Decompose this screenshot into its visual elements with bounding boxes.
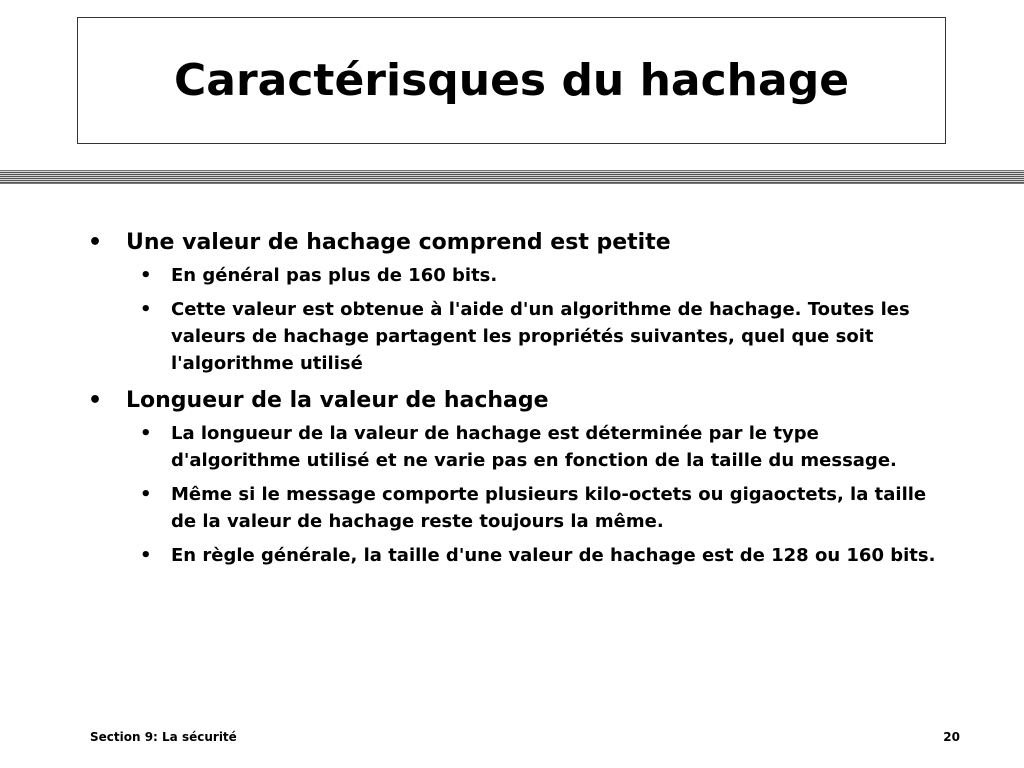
sub-bullet-item xyxy=(126,542,948,569)
sub-bullet-text: Cette valeur est obtenue à l'aide d'un algorithme de hachage. Toutes les valeurs de hachage partagent les propriétés suivantes, quel que soit l'algorithme utilisé xyxy=(171,299,910,374)
sub-bullet-list xyxy=(126,262,948,377)
sub-bullet-marker: • xyxy=(140,423,152,444)
bullet-list xyxy=(88,226,948,569)
title-box xyxy=(77,17,946,144)
divider-bar xyxy=(0,170,1024,184)
sub-bullet-text: Même si le message comporte plusieurs kilo-octets ou gigaoctets, la taille de la valeur de hachage reste toujours la même. xyxy=(171,484,927,532)
bullet-item-1 xyxy=(88,226,948,377)
slide-title: Caractérisques du hachage xyxy=(173,55,850,106)
sub-bullet-list xyxy=(126,420,948,569)
sub-bullet-item xyxy=(126,262,948,289)
sub-bullet-text: En général pas plus de 160 bits. xyxy=(171,265,498,286)
sub-bullet-marker: • xyxy=(140,545,152,566)
footer-page-number: 20 xyxy=(943,730,960,744)
sub-bullet-marker: • xyxy=(140,265,152,286)
bullet-marker: • xyxy=(88,388,103,413)
bullet-marker: • xyxy=(88,230,103,255)
bullet-text: Longueur de la valeur de hachage xyxy=(126,388,549,413)
bullet-item-2 xyxy=(88,384,948,569)
sub-bullet-marker: • xyxy=(140,299,152,320)
sub-bullet-text: En règle générale, la taille d'une valeur de hachage est de 128 ou 160 bits. xyxy=(171,545,936,566)
footer-section-label: Section 9: La sécurité xyxy=(90,730,237,744)
sub-bullet-item xyxy=(126,481,948,535)
sub-bullet-item xyxy=(126,296,948,377)
sub-bullet-item xyxy=(126,420,948,474)
slide-content xyxy=(88,226,948,576)
sub-bullet-marker: • xyxy=(140,484,152,505)
bullet-text: Une valeur de hachage comprend est petite xyxy=(126,230,671,255)
sub-bullet-text: La longueur de la valeur de hachage est déterminée par le type d'algorithme utilisé et ne varie pas en fonction de la taille du message. xyxy=(171,423,897,471)
